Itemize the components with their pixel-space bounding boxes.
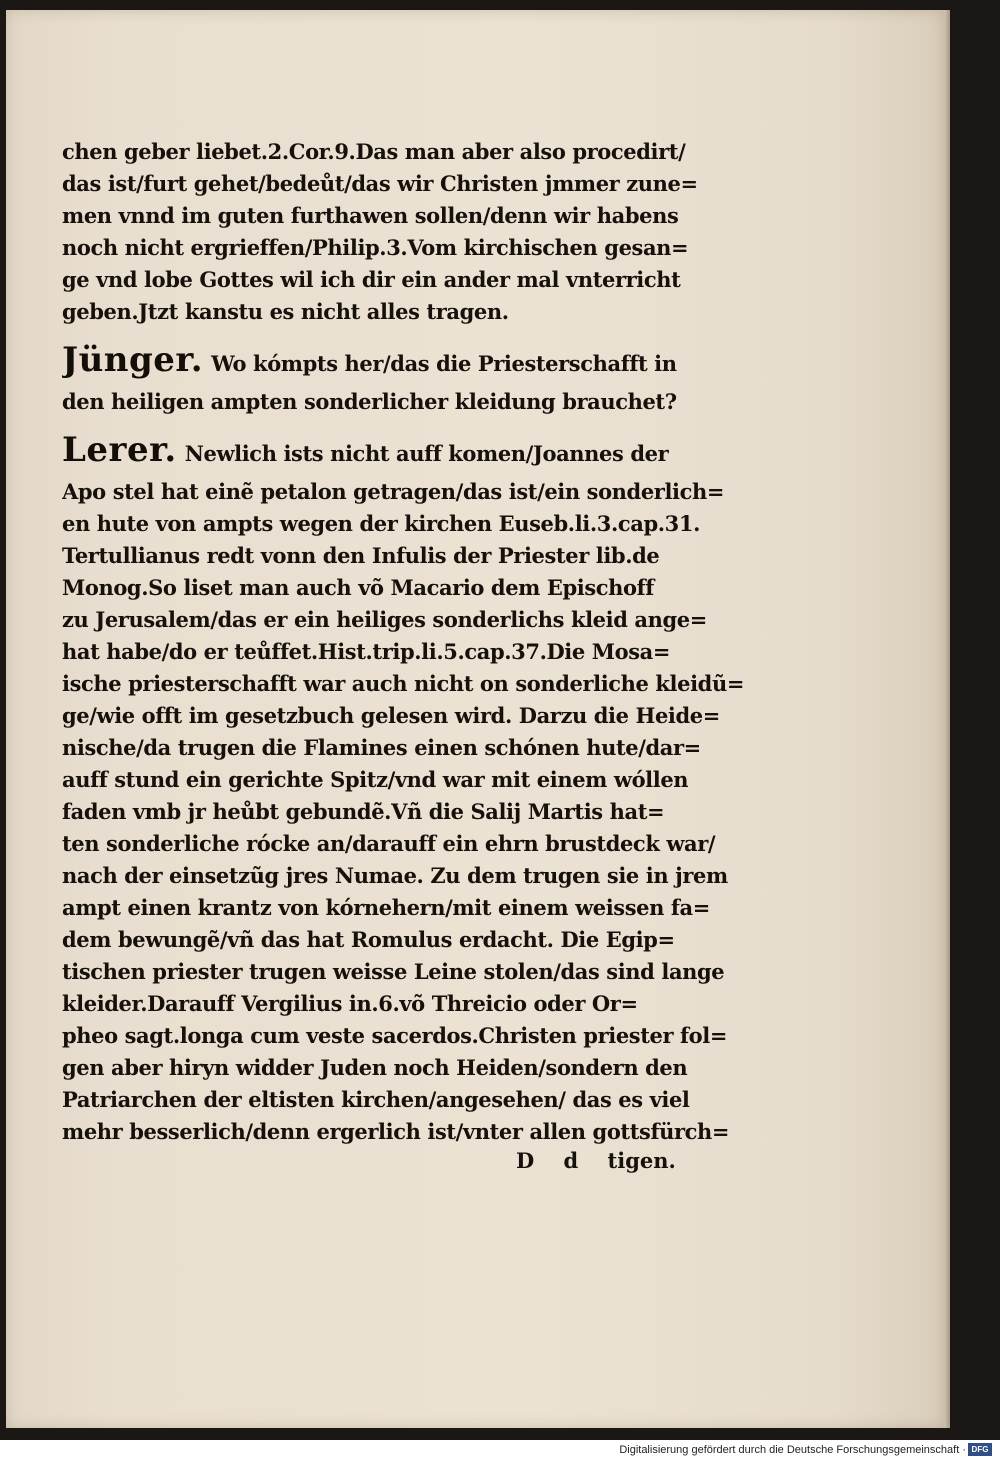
text-line: chen geber liebet.2.Cor.9.Das man aber also procedirt/ — [62, 139, 686, 164]
text-line: den heiligen ampten sonderlicher kleidung brauchet? — [62, 389, 677, 414]
text-line: en hute von ampts wegen der kirchen Euseb.li.3.cap.31. — [62, 511, 701, 536]
text-line: nische/da trugen die Flamines einen schónen hute/dar= — [62, 735, 701, 760]
page-paper — [6, 10, 944, 1428]
footer-credit: Digitalisierung gefördert durch die Deutsche Forschungsgemeinschaft · — [619, 1444, 966, 1456]
text-line: Tertullianus redt vonn den Infulis der Priester lib.de — [62, 543, 660, 568]
text-line: men vnnd im guten furthawen sollen/denn wir habens — [62, 203, 679, 228]
dfg-logo: DFG — [968, 1443, 992, 1456]
text-line: noch nicht ergrieffen/Philip.3.Vom kirchischen gesan= — [62, 235, 689, 260]
text-line: Patriarchen der eltisten kirchen/angesehen/ das es viel — [62, 1087, 690, 1112]
text-line: Wo kómpts her/das die Priesterschafft in — [211, 351, 677, 376]
catchword: tigen. — [607, 1148, 676, 1173]
text-line: ge vnd lobe Gottes wil ich dir ein ander mal vnterricht — [62, 267, 681, 292]
text-line: das ist/furt gehet/bedeůt/das wir Christen jmmer zune= — [62, 171, 698, 196]
text-line: zu Jerusalem/das er ein heiliges sonderlichs kleid ange= — [62, 607, 707, 632]
text-line: gen aber hiryn widder Juden noch Heiden/sondern den — [62, 1055, 688, 1080]
text-line: geben.Jtzt kanstu es nicht alles tragen. — [62, 299, 509, 324]
text-line: nach der einsetzũg jres Numae. Zu dem trugen sie in jrem — [62, 863, 728, 888]
text-line: faden vmb jr heůbt gebundẽ.Vñ die Salij Martis hat= — [62, 799, 665, 824]
text-line: mehr besserlich/denn ergerlich ist/vnter allen gottsfürch= — [62, 1119, 730, 1144]
text-line: tischen priester trugen weisse Leine stolen/das sind lange — [62, 959, 725, 984]
text-line: ampt einen krantz von kórnehern/mit einem weissen fa= — [62, 895, 710, 920]
footer-bar — [0, 1440, 1000, 1461]
speaker-line — [62, 338, 752, 382]
speaker-label-juenger: Jünger. — [62, 340, 204, 380]
text-line: Apo stel hat einẽ petalon getragen/das ist/ein sonderlich= — [62, 479, 725, 504]
text-line: auff stund ein gerichte Spitz/vnd war mit einem wóllen — [62, 767, 689, 792]
text-line: pheo sagt.longa cum veste sacerdos.Christen priester fol= — [62, 1023, 728, 1048]
speaker-line — [62, 428, 752, 472]
text-line: dem bewungẽ/vñ das hat Romulus erdacht. Die Egip= — [62, 927, 675, 952]
text-line: ge/wie offt im gesetzbuch gelesen wird. Darzu die Heide= — [62, 703, 720, 728]
signature-mark: D d — [516, 1148, 579, 1173]
text-line: ische priesterschafft war auch nicht on sonderliche kleidũ= — [62, 671, 745, 696]
text-line: hat habe/do er teůffet.Hist.trip.li.5.cap.37.Die Mosa= — [62, 639, 671, 664]
catchword-line — [516, 1148, 746, 1173]
text-line: Newlich ists nicht auff komen/Joannes der — [184, 441, 669, 466]
text-line: Monog.So liset man auch võ Macario dem Epischoff — [62, 575, 654, 600]
speaker-label-lerer: Lerer. — [62, 430, 177, 470]
text-line: kleider.Darauff Vergilius in.6.võ Threicio oder Or= — [62, 991, 638, 1016]
text-line: ten sonderliche rócke an/darauff ein ehrn brustdeck war/ — [62, 831, 716, 856]
